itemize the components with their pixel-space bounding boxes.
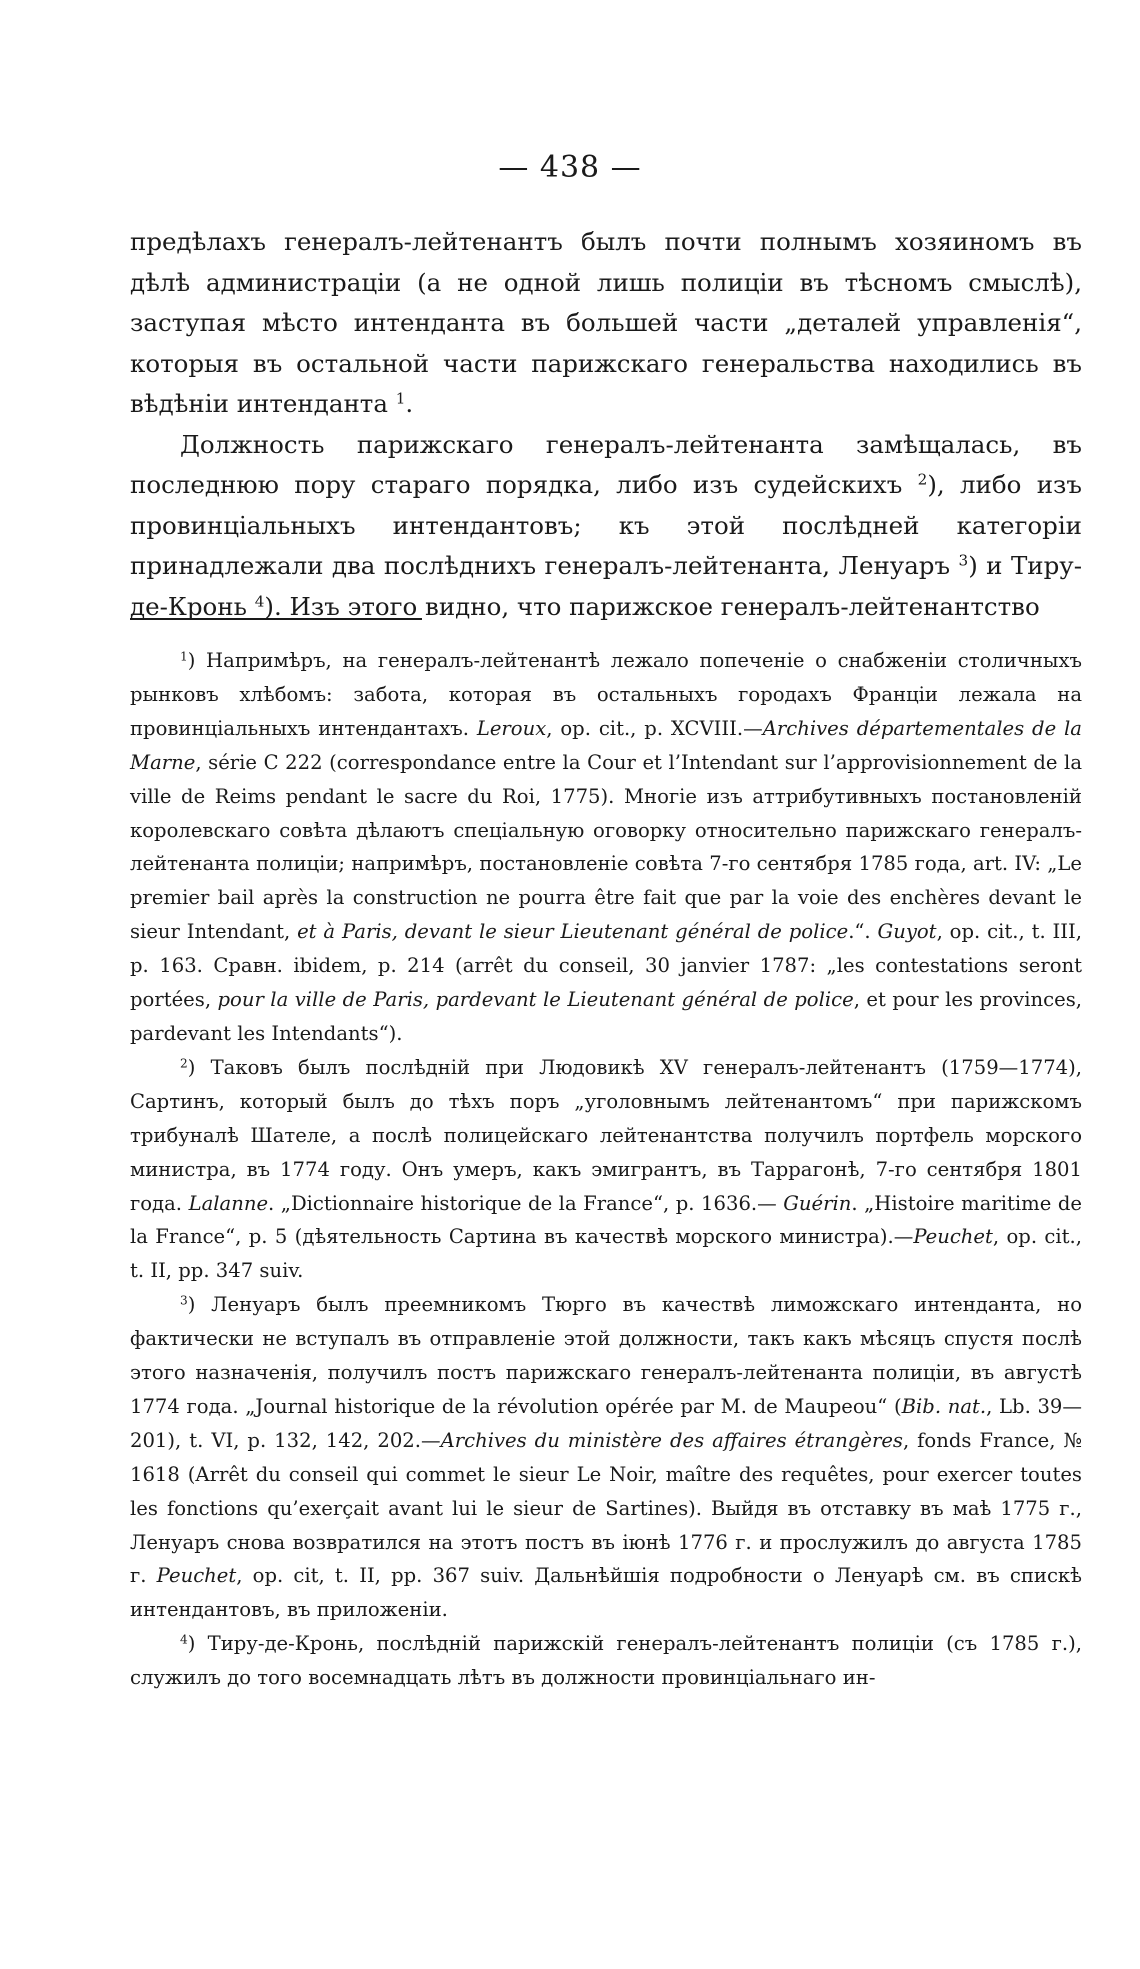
footnote-italic: Bib. nat. bbox=[901, 1394, 987, 1418]
footnotes bbox=[130, 644, 1082, 1695]
footnote-marker: 4 bbox=[180, 1632, 188, 1647]
footnote-ref-1: 1 bbox=[395, 389, 406, 408]
footnote-italic: Lalanne bbox=[188, 1191, 269, 1215]
footnote-text: ) Напримѣръ, на генералъ-лейтенантѣ лежало попеченіе о снабженіи столичныхъ рынковъ хлѣбомъ: забота, которая въ остальныхъ городахъ Франціи лежала на провинціальныхъ интендантахъ. bbox=[130, 649, 1082, 740]
footnote-text: , op. cit, t. II, pp. 367 suiv. Дальнѣйшія подробности о Ленуарѣ см. въ спискѣ интендантовъ, въ приложеніи. bbox=[130, 1564, 1082, 1622]
page-number: — 438 — bbox=[498, 150, 642, 185]
footnote-3 bbox=[130, 1288, 1082, 1627]
footnote-text: ) Ленуаръ былъ преемникомъ Тюрго въ качествѣ лиможскаго интенданта, но фактически не вступалъ въ отправленіе этой должности, такъ какъ мѣсяцъ спустя послѣ этого назначенія, получилъ постъ парижскаго генералъ-лейтенанта полиціи, въ августѣ 1774 года. „Journal historique de la révolution opérée par M. de Maupeou“ ( bbox=[130, 1293, 1082, 1418]
main-paragraph-2-text-d: ). Изъ этого видно, что парижское генералъ-лейтенантство bbox=[264, 591, 1040, 621]
main-paragraph-2-text-c: ) и Тиру-де-Кронь bbox=[130, 551, 1082, 621]
footnote-text: , fonds France, № 1618 (Arrêt du conseil qui commet le sieur Le Noir, maître des requêtes, pour exercer toutes les fonctions qu’exerçait avant lui le sieur de Sartines). Выйдя въ отставку въ маѣ 1775 г., Ленуаръ снова возвратился на этотъ постъ въ іюнѣ 1776 г. и прослужилъ до августа 1785 г. bbox=[130, 1428, 1082, 1588]
main-paragraph-1-text: предѣлахъ генералъ-лейтенантъ былъ почти полнымъ хозяиномъ въ дѣлѣ администраціи (а не одной лишь полиціи въ тѣсномъ смыслѣ), заступая мѣсто интенданта въ большей части „деталей управленія“, которыя въ остальной части парижскаго генеральства находились въ вѣдѣніи интенданта bbox=[130, 227, 1082, 418]
main-paragraph-2-text-a: Должность парижскаго генералъ-лейтенанта замѣщалась, въ последнюю пору стараго порядка, либо изъ судейскихъ bbox=[130, 429, 1082, 499]
main-paragraph-1 bbox=[130, 222, 1082, 425]
main-paragraph-1-tail: . bbox=[405, 389, 414, 418]
footnote-marker: 2 bbox=[180, 1056, 188, 1071]
footnote-marker: 3 bbox=[180, 1293, 188, 1308]
main-paragraph-2-text-b: ), либо изъ провинціальныхъ интендантовъ; къ этой послѣдней категоріи принадлежали два послѣднихъ генералъ-лейтенанта, Ленуаръ bbox=[130, 470, 1082, 580]
footnote-italic: Peuchet bbox=[156, 1564, 237, 1588]
footnote-text: , et pour les provinces, pardevant les Intendants“). bbox=[130, 988, 1082, 1045]
footnote-text: , op. cit., t. III, p. 163. Сравн. ibidem, p. 214 (arrêt du conseil, 30 janvier 1787: „les contestations seront portées, bbox=[130, 920, 1082, 1012]
footnote-1 bbox=[130, 644, 1082, 1051]
footnote-4 bbox=[130, 1627, 1082, 1695]
footnote-italic: Archives départementales de la Marne bbox=[130, 716, 1082, 774]
footnote-italic: Guérin bbox=[783, 1191, 852, 1215]
footnote-divider bbox=[130, 618, 422, 620]
footnote-italic: Archives du ministère des affaires étrangères bbox=[440, 1428, 903, 1452]
main-paragraph-2 bbox=[130, 425, 1082, 628]
footnote-text: , op. cit., t. II, pp. 347 suiv. bbox=[130, 1225, 1082, 1283]
footnote-text: , série C 222 (correspondance entre la Cour et l’Intendant sur l’approvisionnement de la ville de Reims pendant le sacre du Roi, 1775). Многіе изъ аттрибутивныхъ постановленій королевскаго совѣта дѣлаютъ спеціальную оговорку относительно парижскаго генералъ-лейтенанта полиціи; напримѣръ, постановленіе совѣта 7-го сентября 1785 года, art. IV: „Le premier bail après la construction ne pourra être fait que par la voie des enchères devant le sieur Intendant, bbox=[130, 750, 1082, 944]
footnote-italic: pour la ville de Paris, pardevant le Lieutenant général de police bbox=[217, 988, 854, 1012]
footnote-text: ) Тиру-де-Кронь, послѣдній парижскій генералъ-лейтенантъ полиціи (съ 1785 г.), служилъ до того восемнадцать лѣтъ въ должности провинціальнаго ин- bbox=[130, 1632, 1082, 1690]
footnote-ref-2: 2 bbox=[917, 470, 928, 489]
footnote-italic: Guyot bbox=[877, 920, 937, 944]
footnote-ref-3: 3 bbox=[958, 551, 969, 570]
footnote-italic: Peuchet bbox=[913, 1225, 993, 1249]
footnote-ref-4: 4 bbox=[254, 592, 265, 611]
main-text bbox=[130, 222, 1082, 627]
footnote-2 bbox=[130, 1051, 1082, 1288]
footnote-marker: 1 bbox=[180, 649, 188, 664]
footnote-text: ) Таковъ былъ послѣдній при Людовикѣ XV генералъ-лейтенантъ (1759—1774), Сартинъ, который былъ до тѣхъ поръ „уголовнымъ лейтенантомъ“ при парижскомъ трибуналѣ Шателе, а послѣ полицейскаго лейтенантства получилъ портфель морского министра, въ 1774 году. Онъ умеръ, какъ эмигрантъ, въ Таррагонѣ, 7-го сентября 1801 года. bbox=[130, 1055, 1082, 1215]
footnote-text: . „Histoire maritime de la France“, p. 5 (дѣятельность Сартина въ качествѣ морского министра).— bbox=[130, 1191, 1082, 1249]
footnote-text: , Lb. 39—201), t. VI, p. 132, 142, 202.— bbox=[130, 1394, 1082, 1452]
footnote-text: . „Dictionnaire historique de la France“, p. 1636.— bbox=[268, 1191, 784, 1215]
footnote-text: , op. cit., p. XCVIII.— bbox=[546, 716, 763, 740]
footnote-text: .“. bbox=[848, 920, 878, 944]
footnote-italic: Leroux bbox=[476, 716, 547, 740]
footnote-italic: et à Paris, devant le sieur Lieutenant général de police bbox=[297, 920, 849, 944]
